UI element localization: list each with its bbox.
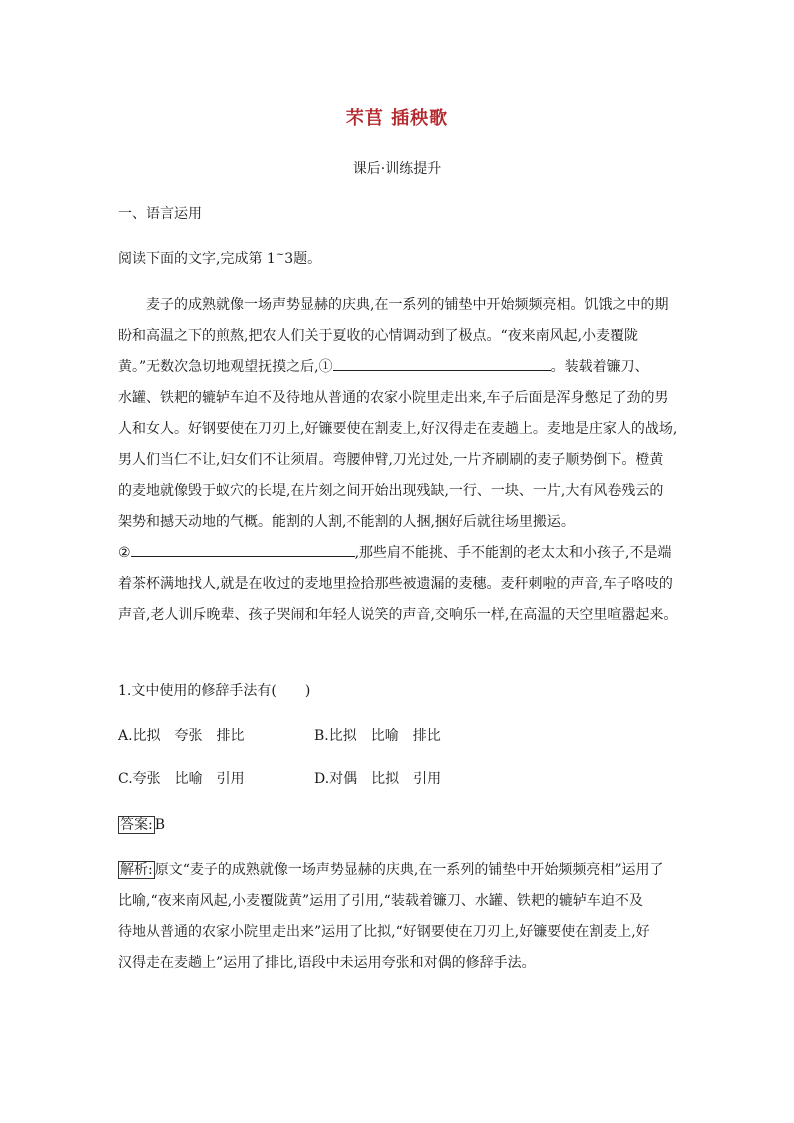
instruction-pre: 阅读下面的文字,完成第 1 [118,251,276,267]
passage-line-7: 的麦地就像毁于蚁穴的长堤,在片刻之间开始出现残缺,一行、一块、一片,大有风卷残云的 [118,483,664,499]
analysis-text-1: 原文“麦子的成熟就像一场声势显赫的庆典,在一系列的铺垫中开始频频亮相”运用了 [154,862,664,878]
passage-line-9b: ,那些肩不能挑、手不能割的老太太和小孩子,不是端 [354,545,672,561]
passage-line-8: 架势和撼天动地的气概。能割的人割,不能割的人捆,捆好后就往场里搬运。 [118,514,575,530]
passage-line-1: 麦子的成熟就像一场声势显赫的庆典,在一系列的铺垫中开始频频亮相。饥饿之中的期 [146,297,669,313]
page-title: 芣苢 插秧歌 [345,108,449,129]
passage-line-10: 着茶杯满地找人,就是在收过的麦地里捡拾那些被遗漏的麦穗。麦秆刺啦的声音,车子咯吱的 [118,576,673,592]
question-1-stem: 1.文中使用的修辞手法有( ) [118,683,311,699]
passage-line-3b: 。装载着镰刀、 [550,359,649,375]
fill-blank-2[interactable] [131,542,355,557]
instruction-text [118,248,321,268]
option-a[interactable]: A.比拟 夸张 排比 [118,728,245,744]
option-d[interactable]: D.对偶 比拟 引用 [314,771,442,787]
page-subtitle: 课后·训练提升 [352,161,442,177]
passage-line-3 [118,356,649,376]
passage-line-9 [118,542,671,562]
passage-line-2: 盼和高温之下的煎熬,把农人们关于夏收的心情调动到了极点。“夜来南风起,小麦覆陇 [118,328,639,344]
fill-blank-1[interactable] [333,356,551,371]
analysis-line-4: 汉得走在麦趟上”运用了排比,语段中未运用夸张和对偶的修辞手法。 [118,955,536,971]
section-heading: 一、语言运用 [118,206,202,222]
instruction-tilde: ~ [275,249,285,261]
analysis-line-2: 比喻,“夜来南风起,小麦覆陇黄”运用了引用,“装载着镰刀、水罐、铁耙的辘轳车迫不及 [118,893,643,909]
analysis-line-3: 待地从普通的农家小院里走出来”运用了比拟,“好钢要使在刀刃上,好镰要使在割麦上,好 [118,924,650,940]
passage-line-9a: ② [118,545,131,561]
passage-line-5: 人和女人。好钢要使在刀刃上,好镰要使在割麦上,好汉得走在麦趟上。麦地是庄家人的战场, [118,421,678,437]
analysis-line-1 [118,859,663,879]
option-c[interactable]: C.夸张 比喻 引用 [118,771,245,787]
analysis-label: 解析: [120,862,153,878]
instruction-post: 3题。 [284,251,322,267]
option-b[interactable]: B.比拟 比喻 排比 [314,728,441,744]
answer-line [118,814,165,834]
passage-line-3a: 黄。”无数次急切地观望抚摸之后,① [118,359,333,375]
answer-label: 答案: [120,817,153,833]
answer-value: B [154,817,166,833]
passage-line-11: 声音,老人训斥晚辈、孩子哭闹和年轻人说笑的声音,交响乐一样,在高温的天空里喧嚣起来。 [118,607,678,623]
passage-line-4: 水罐、铁耙的辘轳车迫不及待地从普通的农家小院里走出来,车子后面是浑身憋足了劲的男 [118,390,669,406]
passage-line-6: 男人们当仁不让,妇女们不让须眉。弯腰伸臂,刀光过处,一片齐刷刷的麦子顺势倒下。橙黄 [118,452,664,468]
